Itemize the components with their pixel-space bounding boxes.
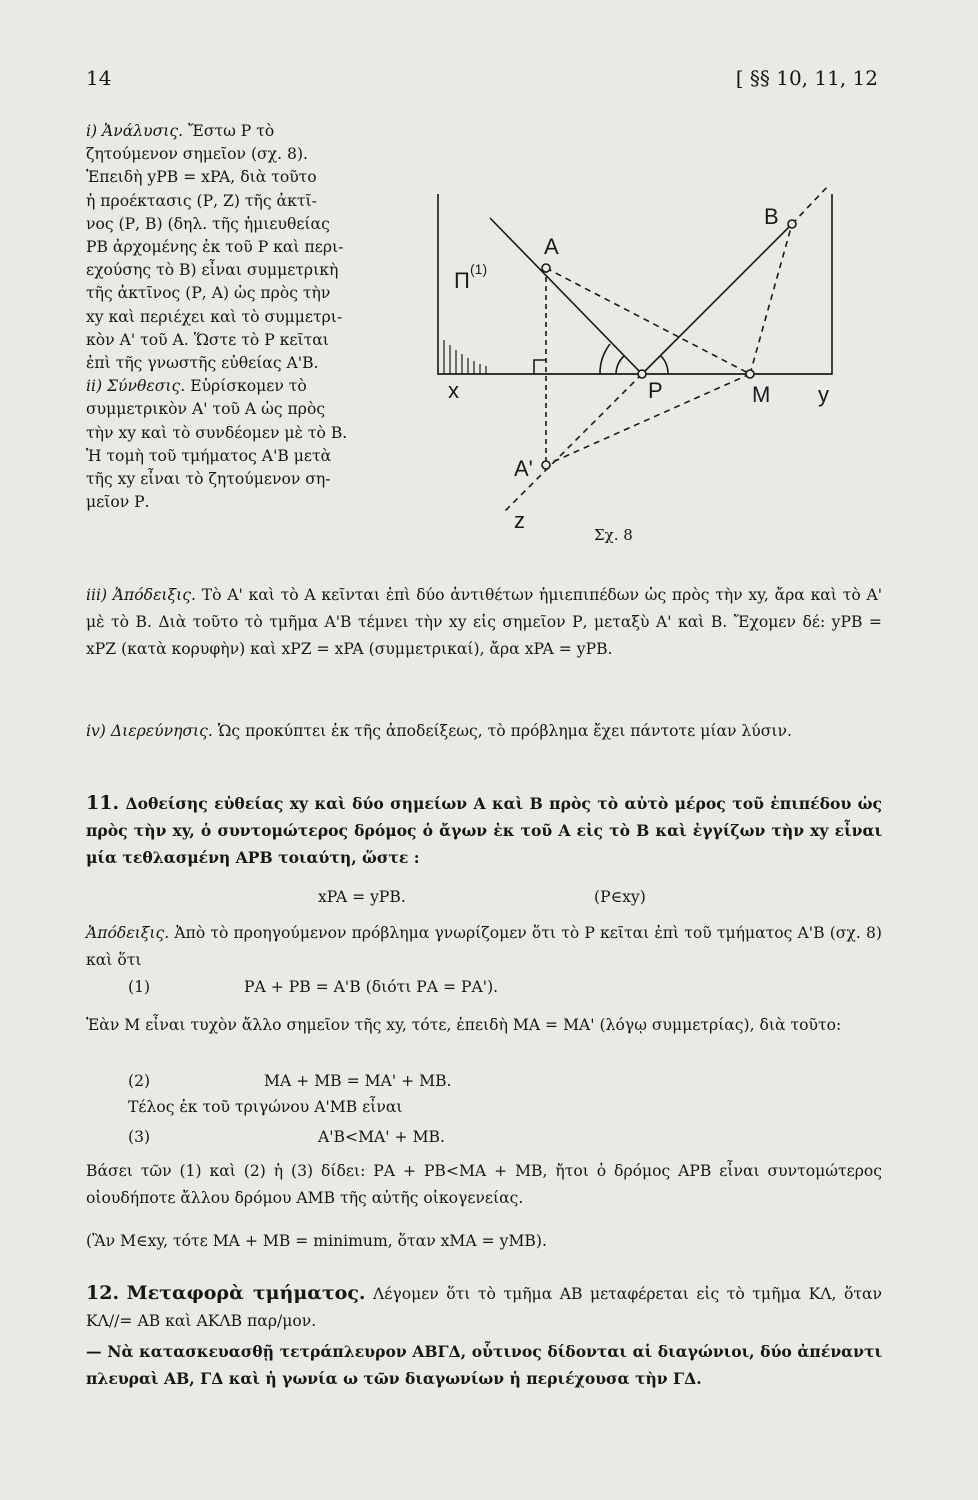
label-pi-sup: (1) [470,261,488,277]
synthesis-line: Ἡ τομὴ τοῦ τμήματος Α'Β μετὰ [86,446,332,465]
analysis-line: ΡΒ ἀρχομένης ἐκ τοῦ Ρ καὶ περι- [86,238,344,257]
figure-caption: Σχ. 8 [594,526,633,544]
extension-beyond-B [792,184,830,224]
synthesis-paragraph [86,375,386,514]
section-11-text: Δοθείσης εὐθείας xy καὶ δύο σημείων Α καὶ Β πρὸς τὸ αὐτὸ μέρος τοῦ ἐπιπέδου ὡς πρὸς τὴν xy, ὁ συντομώτερος δρόμος ὁ ἄγων ἐκ τοῦ Α εἰς τὸ Β καὶ ἐγγίζων τὴν xy εἶναι μία τεθλασμένη ΑΡΒ τοιαύτη, ὥστε : [86,794,882,867]
synthesis-label: ii) Σύνθεσις. [86,377,186,396]
label-A-prime: Α' [514,456,533,481]
label-pi: Π [454,268,470,293]
analysis-line: νος (Ρ, Β) (δηλ. τῆς ἡμιευθείας [86,214,330,233]
section-12-number: 12. [86,1282,120,1304]
eq2-number: (2) [128,1072,151,1090]
analysis-paragraph [86,120,386,375]
synthesis-line: Εὑρίσκομεν τὸ [190,377,307,396]
section-11-proof [86,920,882,974]
point-A [542,264,550,272]
section-12-exercise: — Νὰ κατασκευασθῇ τετράπλευρον ΑΒΓΔ, οὗτινος δίδονται αἱ διαγώνιοι, δύο ἀπέναντι πλευραὶ ΑΒ, ΓΔ καὶ ἡ γωνία ω τῶν διαγωνίων ἡ περιέχουσα τὴν ΓΔ. [86,1342,882,1388]
label-P: Ρ [648,378,663,403]
discussion-text: Ὡς προκύπτει ἐκ τῆς ἀποδείξεως, τὸ πρόβλημα ἔχει πάντοτε μίαν λύσιν. [217,722,792,740]
analysis-line: Ἔστω Ρ τὸ [188,122,275,140]
proof-text-1: Τὸ Α' καὶ τὸ Α κεῖνται ἐπὶ δύο ἀντιθέτων ἡμιεπιπέδων ὡς πρὸς τὴν xy, ἄρα καὶ τὸ Α' μὲ τὸ Β. Διὰ τοῦτο τὸ τμῆμα Α'Β τέμνει τὴν xy εἰς σημεῖον Ρ, μεταξὺ [86,586,882,631]
analysis-line: Ἐπειδὴ yPB = xPA, διὰ τοῦτο [86,168,317,187]
angle-arc-yPB [661,356,668,374]
label-y: y [818,382,829,407]
section-12-paragraph [86,1280,882,1335]
eq2: ΜΑ + ΜΒ = ΜΑ' + ΜΒ. [264,1072,452,1090]
label-A: Α [544,234,559,259]
page-number: 14 [86,66,112,90]
section-11-proof-label: Ἀπόδειξις. [86,924,170,942]
discussion-paragraph [86,718,882,745]
label-Z: z [514,508,525,530]
section-11-note: (Ἂν Μ∈xy, τότε ΜΑ + ΜΒ = minimum, ὅταν xMA = yMB). [86,1232,547,1250]
section-11-mid-text: Ἐὰν Μ εἶναι τυχὸν ἄλλο σημεῖον τῆς xy, τότε, ἐπειδὴ ΜΑ = ΜΑ' (λόγῳ συμμετρίας), διὰ τοῦτο: [86,1016,842,1034]
analysis-line: ἐπὶ τῆς γνωστῆς εὐθείας Α'Β. [86,354,319,373]
segment-AM [546,268,750,374]
analysis-line: εχούσης τὸ Β) εἶναι συμμετρικὴ [86,261,339,280]
point-M [746,370,754,378]
synthesis-line: μεῖον Ρ. [86,493,150,512]
analysis-line: ἡ προέκτασις (Ρ, Ζ) τῆς ἀκτῖ- [86,191,317,210]
section-11-equation: xPA = yPB. [318,888,406,906]
section-12-text: Λέγομεν ὅτι τὸ τμῆμα ΑΒ μεταφέρεται εἰς τὸ τμῆμα ΚΛ, ὅταν ΚΛ//= ΑΒ καὶ ΑΚΛΒ παρ/μον. [86,1285,882,1330]
analysis-line: ζητούμενον σημεῖον (σχ. 8). [86,145,308,164]
proof-text-2: Α' καὶ Β. Ἔχομεν δέ: yPB = xPZ (κατὰ κορυφὴν) καὶ xPZ = xPA (συμμετρικαί), ἄρα [86,613,882,658]
label-B: Β [764,204,779,229]
analysis-label: i) Ἀνάλυσις. [86,122,184,140]
section-11-condition: (Ρ∈xy) [594,888,646,906]
section-11-conclusion: Βάσει τῶν (1) καὶ (2) ἡ (3) δίδει: ΡΑ + ΡΒ<ΜΑ + ΜΒ, ἤτοι ὁ δρόμος ΑΡΒ εἶναι συντομώτερος οἱουδήποτε ἄλλου δρόμου ΑΜΒ τῆς αὐτῆς οἰκογενείας. [86,1162,882,1207]
section-11-number: 11. [86,792,120,814]
section-11-proof-text: Ἀπὸ τὸ προηγούμενον πρόβλημα γνωρίζομεν ὅτι τὸ Ρ κεῖται ἐπὶ τοῦ τμήματος Α'Β (σχ. 8) καὶ ὅτι [86,924,882,969]
section-11-statement [86,790,882,871]
label-x: x [448,378,459,403]
label-M: Μ [752,382,771,407]
angle-arc-large [600,344,610,374]
extension-PZ [502,374,642,514]
eq1: ΡΑ + ΡΒ = Α'Β (διότι ΡΑ = ΡΑ'). [244,978,499,996]
point-A-prime [542,461,550,469]
analysis-line: xy καὶ περιέχει καὶ τὸ συμμετρι- [86,307,343,326]
proof-label: iii) Ἀπόδειξις. [86,586,196,604]
triangle-text: Τέλος ἐκ τοῦ τριγώνου Α'ΜΒ εἶναι [128,1098,403,1116]
section-reference: [ §§ 10, 11, 12 [735,66,878,90]
eq3-number: (3) [128,1128,151,1146]
synthesis-line: τὴν xy καὶ τὸ συνδέομεν μὲ τὸ Β. [86,423,348,442]
point-P [638,370,646,378]
segment-MB [750,224,792,374]
synthesis-line: συμμετρικὸν Α' τοῦ Α ὡς πρὸς [86,400,326,419]
section-12-title: Μεταφορὰ τμήματος. [126,1282,366,1304]
discussion-label: iv) Διερεύνησις. [86,722,213,740]
point-B [788,220,796,228]
proof-text-3: xPA = yPB. [524,640,613,658]
eq1-number: (1) [128,978,151,996]
angle-arc-xPA [616,356,624,374]
segment-PB [642,224,792,374]
proof-paragraph [86,582,882,663]
analysis-line: κὸν Α' τοῦ Α. Ὥστε τὸ Ρ κεῖται [86,330,329,349]
analysis-column [86,120,386,514]
synthesis-line: τῆς xy εἶναι τὸ ζητούμενον ση- [86,470,331,489]
figure-8 [420,180,860,530]
hatching [444,340,486,374]
right-angle-mark [534,360,546,374]
eq3: Α'Β<ΜΑ' + ΜΒ. [318,1128,445,1146]
analysis-line: τῆς ἀκτῖνος (Ρ, Α) ὡς πρὸς τὴν [86,284,331,303]
ray-PA [490,218,642,374]
